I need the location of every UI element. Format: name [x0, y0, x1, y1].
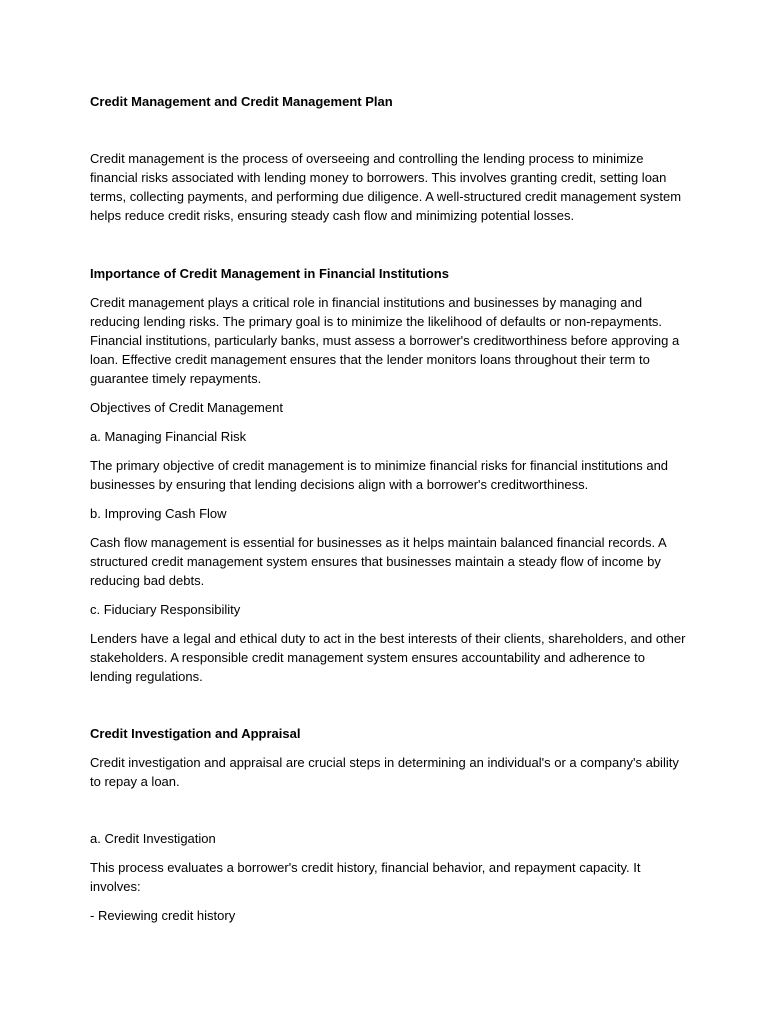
intro-paragraph: Credit management is the process of overseeing and controlling the lending process to minimize financial risks associated with lending money to borrowers. This involves granting credit, setting loan terms, collecting payments, and performing due diligence. A well-structured credit management system helps reduce credit risks, ensuring steady cash flow and minimizing potential losses.: [90, 151, 682, 223]
importance-heading: Importance of Credit Management in Financial Institutions: [90, 266, 449, 281]
investigation-paragraph: Credit investigation and appraisal are crucial steps in determining an individual's or a company's ability to repay a loan.: [90, 755, 679, 789]
list-item: - Reviewing credit history: [90, 908, 236, 923]
importance-paragraph: Credit management plays a critical role in financial institutions and businesses by managing and reducing lending risks. The primary goal is to minimize the likelihood of defaults or non-repayments. Financial institutions, particularly banks, must assess a borrower's creditworthiness before approving a loan. Effective credit management ensures that the lender monitors loans throughout their term to guarantee timely repayments.: [90, 295, 680, 386]
credit-investigation-label: a. Credit Investigation: [90, 831, 216, 846]
document-title: Credit Management and Credit Management Plan: [90, 94, 393, 109]
objectives-heading: Objectives of Credit Management: [90, 400, 283, 415]
investigation-heading: Credit Investigation and Appraisal: [90, 726, 301, 741]
credit-investigation-text: This process evaluates a borrower's credit history, financial behavior, and repayment capacity. It involves:: [90, 860, 641, 894]
objective-text-risk: The primary objective of credit management is to minimize financial risks for financial institutions and businesses by ensuring that lending decisions align with a borrower's creditworthiness.: [90, 458, 669, 492]
objective-text-cashflow: Cash flow management is essential for businesses as it helps maintain balanced financial records. A structured credit management system ensures that businesses maintain a steady flow of income by reducing bad debts.: [90, 535, 666, 588]
objective-label-fiduciary: c. Fiduciary Responsibility: [90, 602, 241, 617]
document-content: [90, 92, 690, 925]
objective-text-fiduciary: Lenders have a legal and ethical duty to act in the best interests of their clients, shareholders, and other stakeholders. A responsible credit management system ensures accountability and adherence to lending regulations.: [90, 631, 686, 684]
objective-label-cashflow: b. Improving Cash Flow: [90, 506, 227, 521]
objective-label-risk: a. Managing Financial Risk: [90, 429, 247, 444]
